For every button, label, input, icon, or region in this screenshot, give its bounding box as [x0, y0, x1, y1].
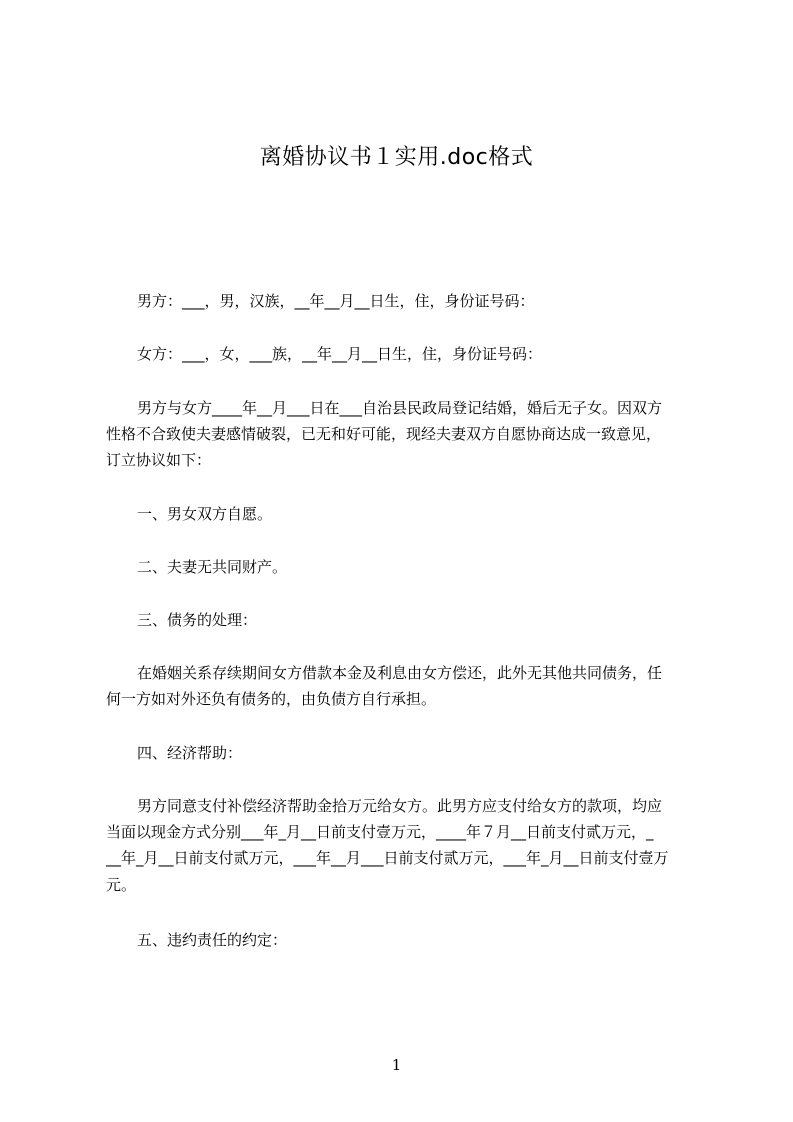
clause-3-heading: 三、债务的处理：	[137, 611, 258, 629]
intro-line-1: 男方与女方____年__月___日在___自治县民政局登记结婚，婚后无子女。因双方	[137, 399, 663, 417]
clause-4-heading: 四、经济帮助：	[137, 744, 243, 762]
document-title: 离婚协议书１实用.doc格式	[259, 145, 534, 170]
page-number: 1	[391, 1056, 402, 1074]
clause-2-heading: 二、夫妻无共同财产。	[137, 558, 288, 576]
debt-line-1: 在婚姻关系存续期间女方借款本金及利息由女方偿还，此外无其他共同债务，任	[137, 664, 663, 682]
female-party-line: 女方：___，女，___族，__年__月__日生，住，身份证号码：	[137, 345, 543, 363]
debt-line-2: 何一方如对外还负有债务的，由负债方自行承担。	[106, 690, 437, 708]
aid-line-4: 元。	[106, 876, 137, 894]
clause-1-heading: 一、男女双方自愿。	[137, 505, 273, 523]
aid-line-2: 当面以现金方式分别___年_月__日前支付壹万元，____年７月__日前支付贰万元，_	[106, 823, 654, 841]
clause-5-heading: 五、违约责任的约定：	[137, 931, 288, 949]
male-party-line: 男方：___，男，汉族，__年__月__日生，住，身份证号码：	[137, 292, 535, 310]
aid-line-1: 男方同意支付补偿经济帮助金拾万元给女方。此男方应支付给女方的款项，均应	[137, 797, 663, 815]
aid-line-3: __年_月__日前支付贰万元，___年__月___日前支付贰万元，___年_月__日前支付壹万	[106, 849, 669, 867]
intro-line-2: 性格不合致使夫妻感情破裂，已无和好可能，现经夫妻双方自愿协商达成一致意见，	[106, 425, 662, 443]
intro-line-3: 订立协议如下：	[106, 451, 212, 469]
